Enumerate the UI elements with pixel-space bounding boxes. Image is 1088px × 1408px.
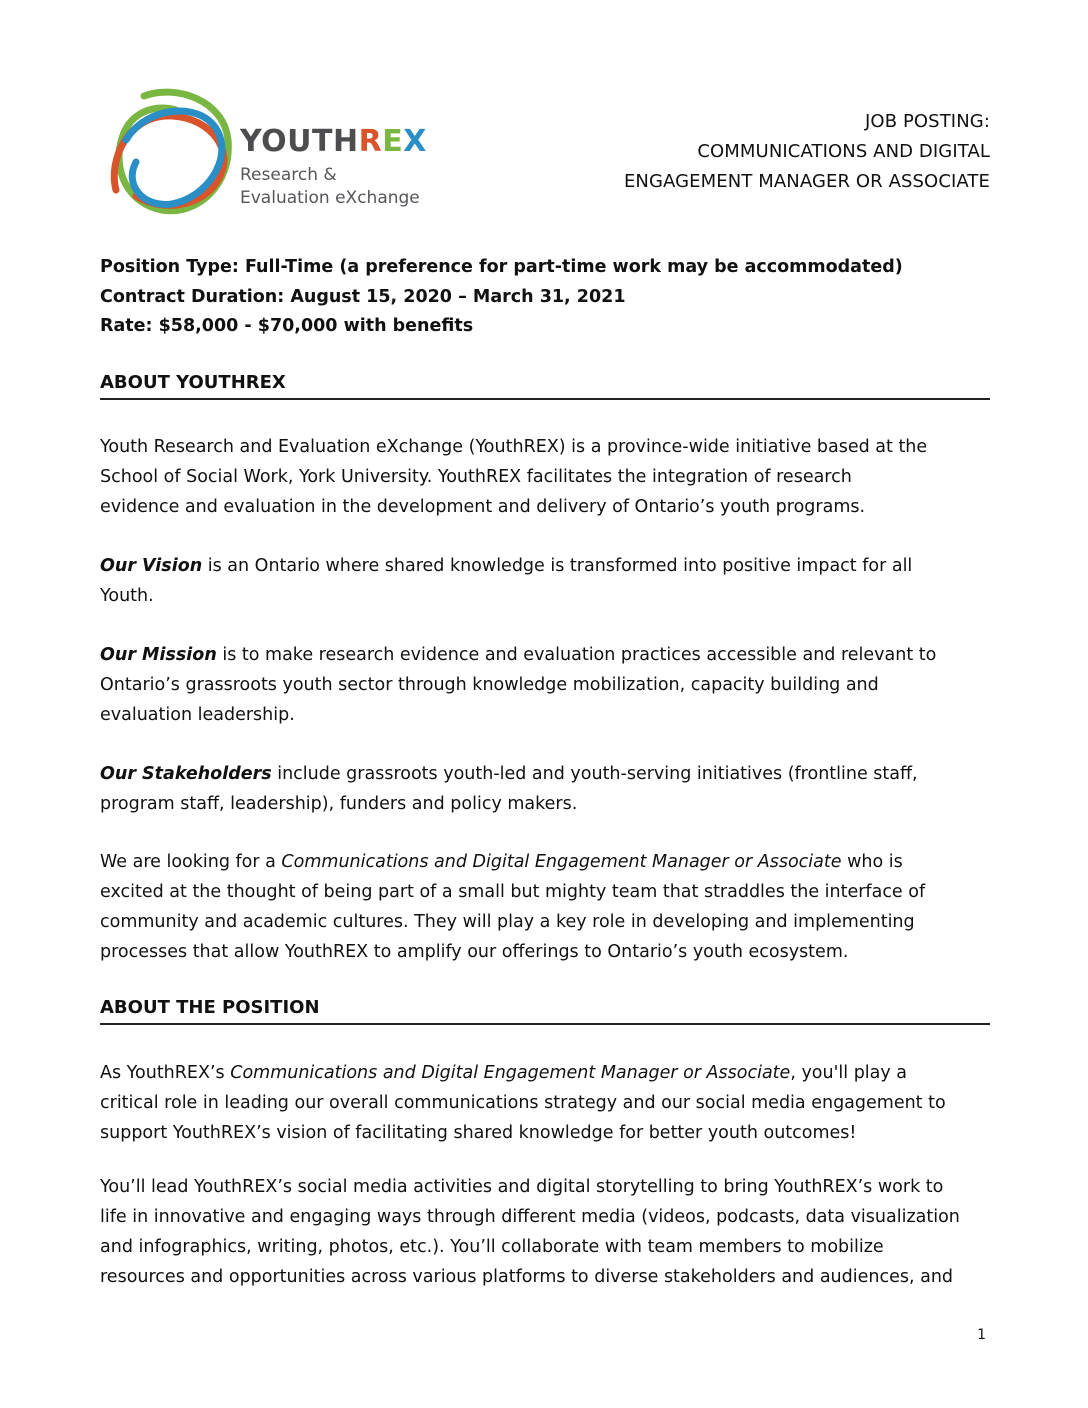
looking-for-paragraph: We are looking for a Communications and Digital Engagement Manager or Associate who is excited at the thought of being part of a small but mighty team that straddles the interface of community and academic cultures. They will play a key role in developing and implementing processes that allow YouthREX to amplify our offerings to Ontario’s youth ecosystem. <box>100 852 926 962</box>
heading-about-position: ABOUT THE POSITION <box>100 997 990 1025</box>
heading-about-youthrex: ABOUT YOUTHREX <box>100 372 990 400</box>
logo-wordmark: YOUTHREX <box>240 124 427 159</box>
posting-title: JOB POSTING: COMMUNICATIONS AND DIGITAL ENGAGEMENT MANAGER OR ASSOCIATE <box>623 111 990 192</box>
youthrex-logo <box>106 80 446 222</box>
intro-paragraph: Youth Research and Evaluation eXchange (YouthREX) is a province-wide initiative based at the School of Social Work, York University. YouthREX facilitates the integration of research evidence and evaluation in the development and delivery of Ontario’s youth programs. <box>100 437 928 517</box>
mission-paragraph: Our Mission is to make research evidence and evaluation practices accessible and relevant to Ontario’s grassroots youth sector through knowledge mobilization, capacity building and evaluation leadership. <box>100 645 937 725</box>
position-terms <box>100 253 903 342</box>
stakeholders-paragraph: Our Stakeholders include grassroots youth-led and youth-serving initiatives (frontline staff, program staff, leadership), funders and policy makers. <box>100 764 918 814</box>
vision-paragraph: Our Vision is an Ontario where shared knowledge is transformed into positive impact for all Youth. <box>100 556 913 606</box>
position-type: Position Type: Full-Time (a preference for part-time work may be accommodated) <box>100 257 903 277</box>
position-paragraph-1: As YouthREX’s Communications and Digital Engagement Manager or Associate, you'll play a critical role in leading our overall communications strategy and our social media engagement to support YouthREX’s vision of facilitating shared knowledge for better youth outcomes! <box>100 1063 946 1143</box>
rate: Rate: $58,000 - $70,000 with benefits <box>100 316 474 336</box>
youthrex-logo-mark-icon <box>106 80 236 222</box>
page-number: 1 <box>977 1327 986 1343</box>
position-paragraph-2: You’ll lead YouthREX’s social media activities and digital storytelling to bring YouthREX’s work to life in innovative and engaging ways through different media (videos, podcasts, data visualization and infographics, writing, photos, etc.). You’ll collaborate with team members to mobilize resources and opportunities across various platforms to diverse stakeholders and audiences, and <box>100 1177 960 1287</box>
logo-tagline: Research & Evaluation eXchange <box>240 165 420 208</box>
contract-duration: Contract Duration: August 15, 2020 – March 31, 2021 <box>100 286 626 307</box>
